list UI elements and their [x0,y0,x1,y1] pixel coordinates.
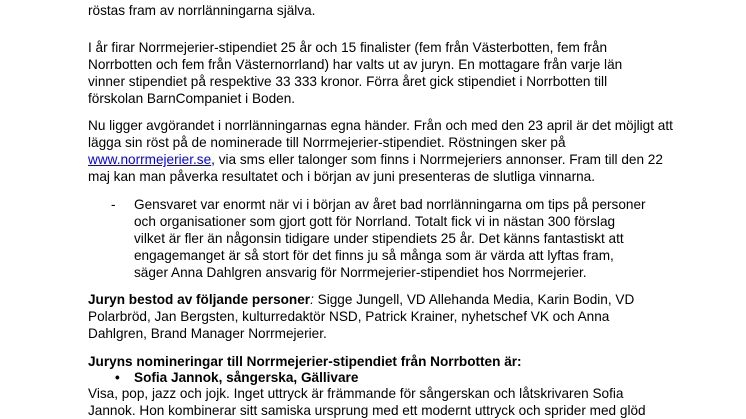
quote-line-2: och organisationer som gjort gott för Norrland. Totalt fick vi in nästan 300 förslag [134,214,616,229]
quote-line-3: vilket är fler än någonsin tidigare under stipendiets 25 år. Det känns fantastiskt att [134,231,624,246]
quote-dash: - [111,197,116,212]
jury-line-3: Dahlgren, Brand Manager Norrmejerier. [88,326,327,341]
jury-line-1-rest: Sigge Jungell, VD Allehanda Media, Karin Bodin, VD [313,292,635,307]
quote-line-5: säger Anna Dahlgren ansvarig för Norrmejerier-stipendiet hos Norrmejerier. [134,265,587,280]
jury-colon: : [310,292,314,307]
jury-line-2: Polarbröd, Jan Bergsten, kulturredaktör NSD, Patrick Krainer, nyhetschef VK och Anna [88,309,610,324]
jury-line-1 [88,291,634,308]
quote-line-4: engagemanget är så stort för det finns ju så många som är värda att lyftas fram, [134,248,614,263]
intro-tail-line: röstas fram av norrlänningarna själva. [88,3,316,18]
para1-line-2: Norrbotten och fem från Västernorrland) har valts ut av juryn. En mottagare från varje län [88,57,623,72]
para1-line-4: förskolan BarnCompaniet i Boden. [88,91,296,106]
first-nominee: Sofia Jannok, sångerska, Gällivare [134,370,359,385]
nominee-bullet: • [115,370,120,385]
para1-line-3: vinner stipendiet på respektive 33 333 kronor. Förra året gick stipendiet i Norrbotten till [88,74,608,89]
para2-line-1: Nu ligger avgörandet i norrlänningarnas egna händer. Från och med den 23 april är det möjligt att [88,118,673,133]
para1-line-1: I år firar Norrmejerier-stipendiet 25 år och 15 finalister (fem från Västerbotten, fem från [88,40,608,55]
norrmejerier-link[interactable]: www.norrmejerier.se [88,152,212,167]
jury-label: Juryn bestod av följande personer [88,292,311,307]
para2-line-4: maj kan man påverka resultatet och i början av juni presenteras de slutliga vinnarna. [88,169,596,184]
para2-line-2: lägga sin röst på de nominerade till Norrmejerier-stipendiet. Röstningen sker på [88,135,566,150]
para2-line-3 [88,151,663,168]
quote-line-1: Gensvaret var enormt när vi i början av året bad norrlänningarna om tips på personer [134,197,646,212]
nominee-desc-line-1: Visa, pop, jazz och jojk. Inget uttryck är främmande för sångerskan och låtskrivaren Sofia [88,386,624,401]
nominations-heading: Juryns nomineringar till Norrmejerier-stipendiet från Norrbotten är: [88,354,522,369]
para2-line-3-rest: , via sms eller talonger som finns i Norrmejeriers annonser. Fram till den 22 [211,152,663,167]
nominee-desc-line-2: Jannok. Hon kombinerar sitt samiska ursprung med ett modernt uttryck och sprider med glöd [88,403,646,418]
